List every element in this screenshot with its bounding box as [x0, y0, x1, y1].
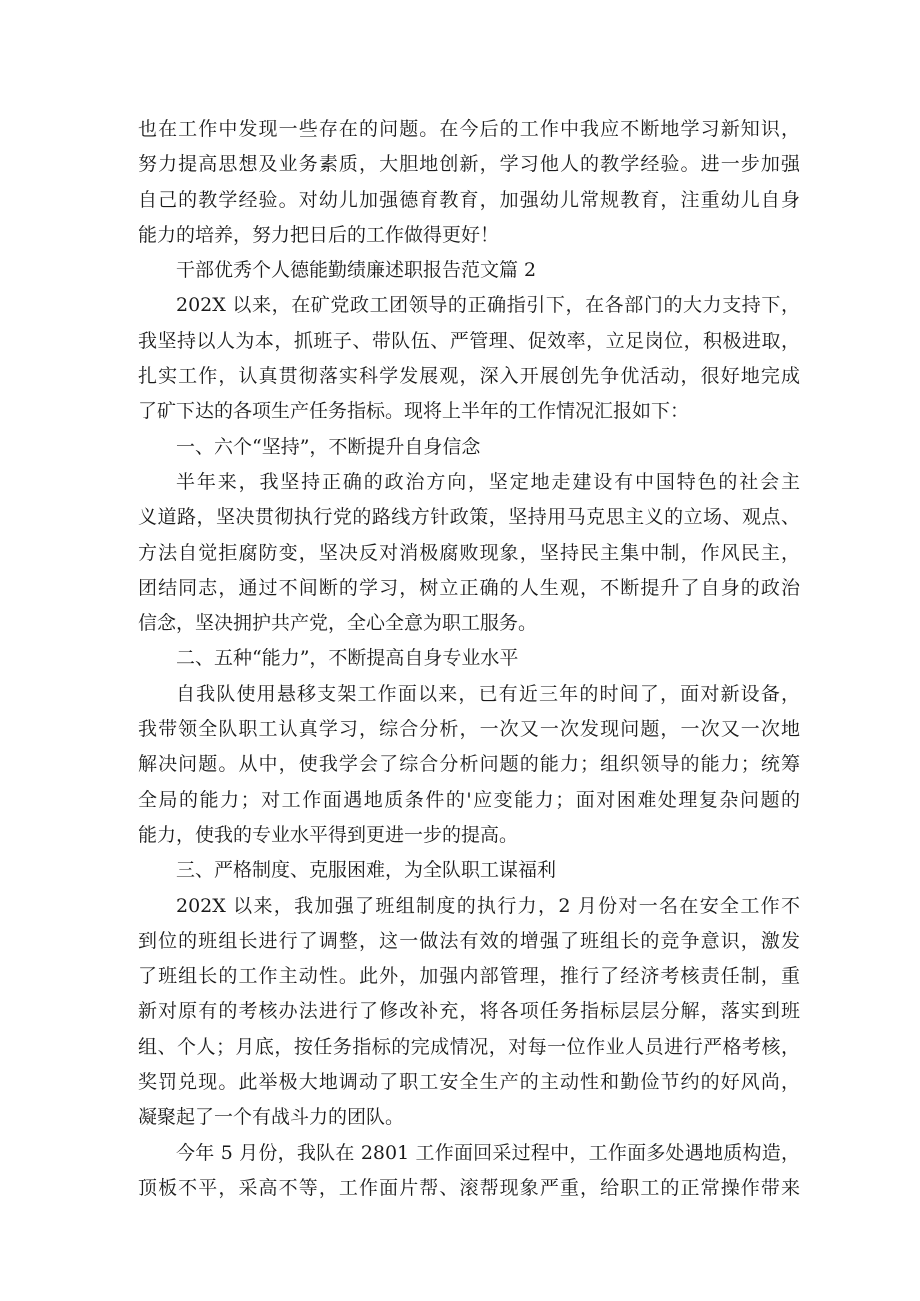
text-line: 顶板不平，采高不等，工作面片帮、滚帮现象严重，给职工的正常操作带来 [138, 1176, 800, 1199]
text-line: 团结同志，通过不间断的学习，树立正确的人生观，不断提升了自身的政治 [138, 576, 800, 599]
text-line: 能力，使我的专业水平得到更进一步的提高。 [138, 823, 519, 846]
text-line: 了班组长的工作主动性。此外，加强内部管理，推行了经济考核责任制，重 [138, 965, 800, 988]
text-line: 202X 以来，我加强了班组制度的执行力，2 月份对一名在安全工作不 [176, 894, 800, 917]
text-line: 全局的能力；对工作面遇地质条件的'应变能力；面对困难处理复杂问题的 [138, 788, 800, 811]
text-line: 信念，坚决拥护共产党，全心全意为职工服务。 [138, 612, 538, 635]
text-line: 三、严格制度、克服困难，为全队职工谋福利 [176, 859, 557, 882]
text-line: 扎实工作，认真贯彻落实科学发展观，深入开展创先争优活动，很好地完成 [138, 365, 800, 388]
text-line: 202X 以来，在矿党政工团领导的正确指引下，在各部门的大力支持下， [176, 294, 800, 317]
text-line: 我带领全队职工认真学习，综合分析，一次又一次发现问题，一次又一次地 [138, 718, 800, 741]
text-line: 自我队使用悬移支架工作面以来，已有近三年的时间了，面对新设备， [176, 682, 800, 705]
text-line: 了矿下达的各项生产任务指标。现将上半年的工作情况汇报如下： [138, 400, 690, 423]
document-body [138, 112, 800, 1206]
text-line: 自己的教学经验。对幼儿加强德育教育，加强幼儿常规教育，注重幼儿自身 [138, 188, 800, 211]
text-line: 今年 5 月份，我队在 2801 工作面回采过程中，工作面多处遇地质构造， [176, 1141, 800, 1164]
text-line: 干部优秀个人德能勤绩廉述职报告范文篇 2 [176, 259, 537, 282]
text-line: 义道路，坚决贯彻执行党的路线方针政策，坚持用马克思主义的立场、观点、 [138, 506, 800, 529]
text-line: 二、五种“能力”，不断提高自身专业水平 [176, 647, 519, 670]
text-line: 方法自觉拒腐防变，坚决反对消极腐败现象，坚持民主集中制，作风民主， [138, 541, 800, 564]
text-line: 一、六个“坚持”，不断提升自身信念 [176, 435, 481, 458]
text-line: 奖罚兑现。此举极大地调动了职工安全生产的主动性和勤俭节约的好风尚， [138, 1071, 800, 1094]
text-line: 到位的班组长进行了调整，这一做法有效的增强了班组长的竞争意识，激发 [138, 929, 800, 952]
text-line: 我坚持以人为本，抓班子、带队伍、严管理、促效率，立足岗位，积极进取， [138, 329, 800, 352]
text-line: 努力提高思想及业务素质，大胆地创新，学习他人的教学经验。进一步加强 [138, 153, 800, 176]
text-line: 半年来，我坚持正确的政治方向，坚定地走建设有中国特色的社会主 [176, 470, 800, 493]
text-line: 也在工作中发现一些存在的问题。在今后的工作中我应不断地学习新知识， [138, 118, 800, 140]
text-line: 能力的培养，努力把日后的工作做得更好！ [138, 223, 500, 246]
text-line: 解决问题。从中，使我学会了综合分析问题的能力；组织领导的能力；统筹 [138, 753, 800, 776]
text-line: 新对原有的考核办法进行了修改补充，将各项任务指标层层分解，落实到班 [138, 1000, 800, 1023]
text-line: 组、个人；月底，按任务指标的完成情况，对每一位作业人员进行严格考核， [138, 1035, 800, 1058]
text-line: 凝聚起了一个有战斗力的团队。 [138, 1106, 405, 1129]
